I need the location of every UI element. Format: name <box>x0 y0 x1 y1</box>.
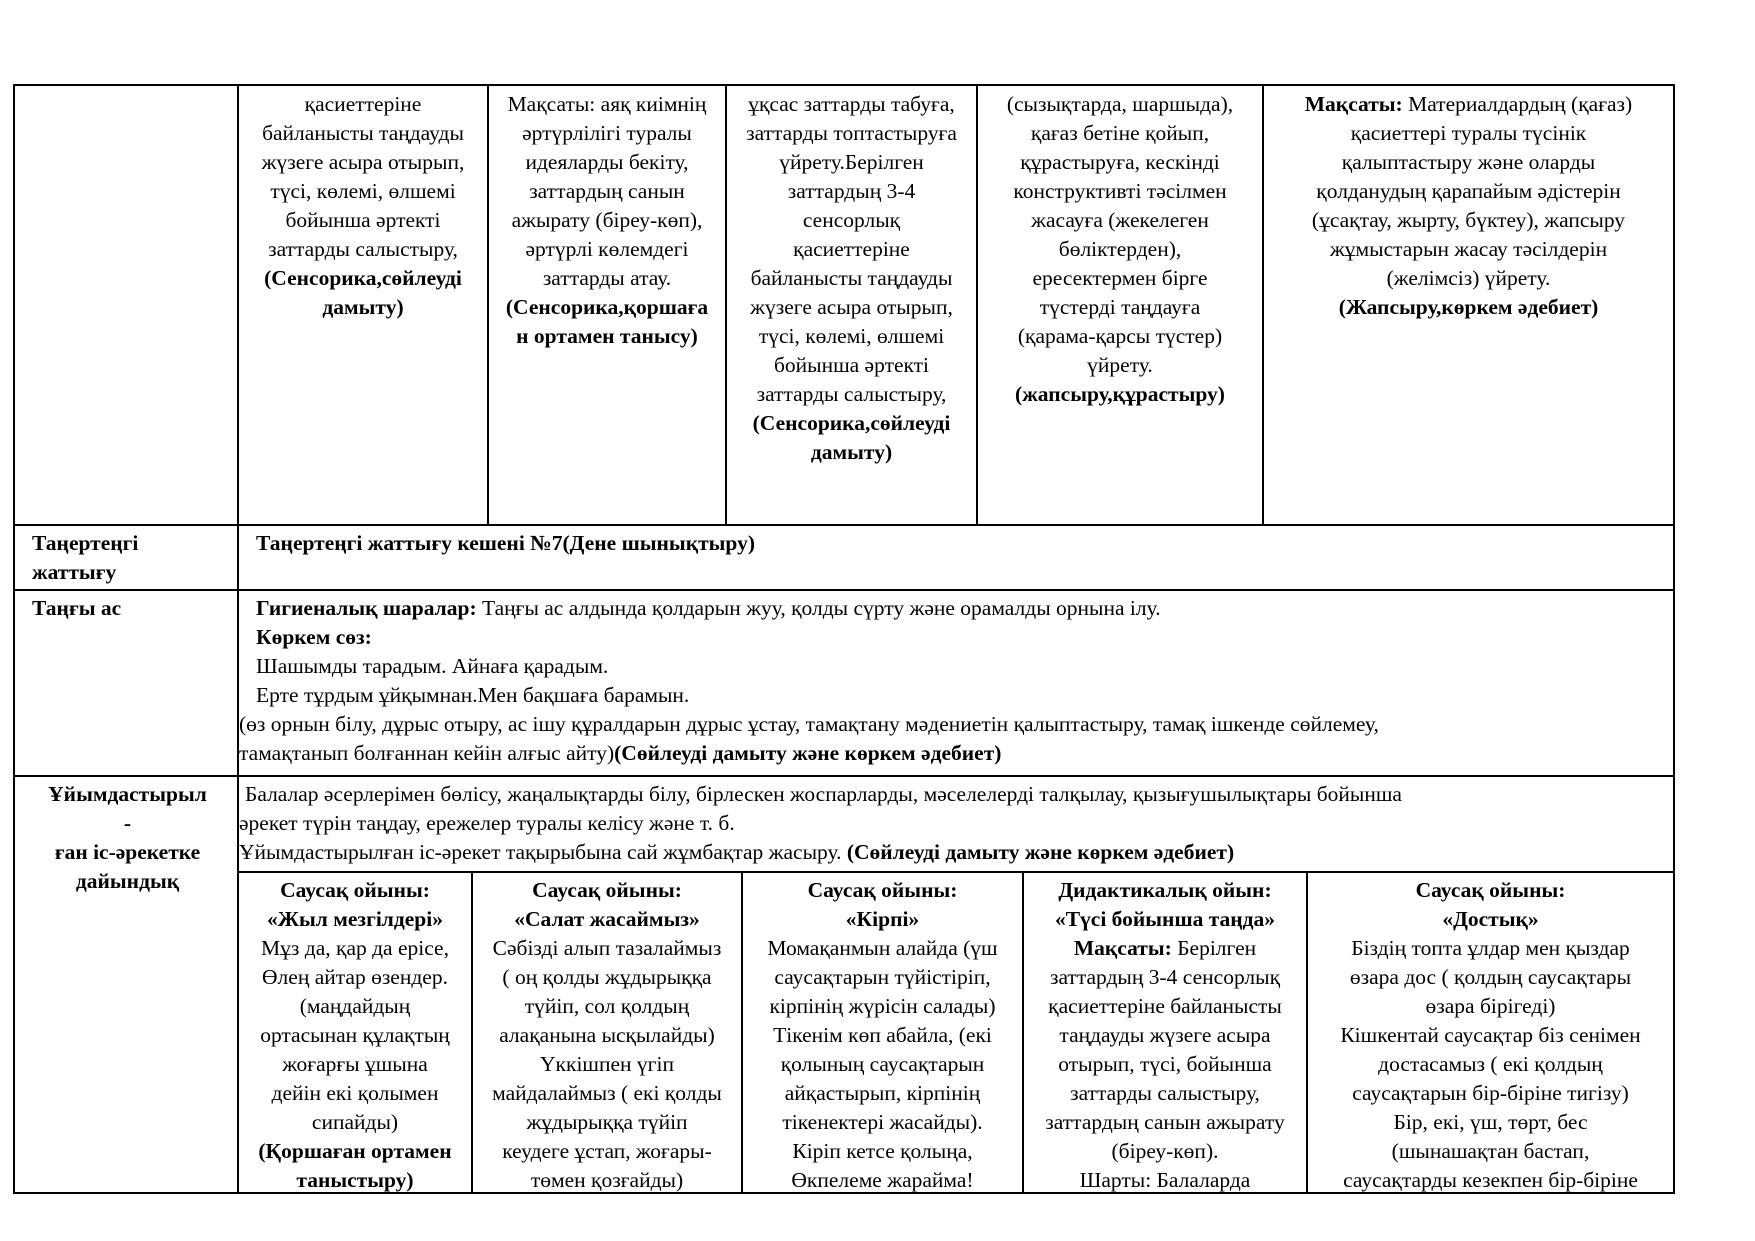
morning-exercise-label-line: жаттығу <box>32 560 117 584</box>
objective-text-line: үйрету. <box>1087 353 1153 377</box>
preparation-label-line: Ұйымдастырыл <box>48 782 207 806</box>
game-text-line: төмен қозғайды) <box>530 1168 684 1192</box>
objective-area-line: (Сенсорика,қоршаға <box>505 295 709 319</box>
game-text-line: дейін екі қолымен <box>271 1081 439 1105</box>
preparation-label-line: ған іс-әрекетке <box>54 840 201 864</box>
breakfast-note: (өз орнын білу, дұрыс отыру, ас ішу құралдарын дұрыс ұстау, тамақтану мәдениетін қалыптастыру, тамақ ішкенде сөйлемеу, <box>239 712 1379 736</box>
objective-text-line: идеяларды бекіту, <box>525 150 689 174</box>
objective-text-line: үйрету.Берілген <box>779 150 924 174</box>
objective-text-line: байланысты таңдауды <box>750 266 953 290</box>
game-cell-5 <box>1308 876 1673 1195</box>
game-text-line: Тікенім көп абайла, (екі <box>773 1023 992 1047</box>
row-divider-breakfast <box>13 589 1675 591</box>
objective-text-line: жұмыстарын жасау тәсілдерін <box>1329 237 1608 261</box>
morning-exercise-label <box>32 529 232 587</box>
objective-area-line: н ортамен танысу) <box>516 324 698 348</box>
game-text-line: (шынашақтан бастап, <box>1391 1139 1590 1163</box>
game-text-line: Берілген <box>1171 936 1257 960</box>
objective-text-line: қалыптастыру және оларды <box>1341 150 1596 174</box>
objective-text-line: бөліктерден), <box>1058 237 1182 261</box>
game-cell-1 <box>239 876 471 1195</box>
game-text-line: саусақтарды кезекпен бір-біріне <box>1343 1168 1638 1192</box>
game-text-line: Біздің топта ұлдар мен қыздар <box>1351 936 1630 960</box>
game-text-line: ортасынан құлақтың <box>260 1023 450 1047</box>
objective-area-line: (Сенсорика,сөйлеуді <box>264 266 462 290</box>
poem-line: Шашымды тарадым. Айнаға қарадым. <box>256 654 609 678</box>
game-title: «Салат жасаймыз» <box>514 907 700 931</box>
poem-label: Көркем сөз: <box>256 625 372 649</box>
objective-text-line: ұқсас заттарды табуға, <box>748 92 955 116</box>
game-text-line: Сәбізді алып тазалаймыз <box>492 936 722 960</box>
breakfast-label: Таңғы ас <box>32 596 122 620</box>
objective-5-label: Мақсаты: <box>1304 92 1403 116</box>
game-text-line: таңдауды жүзеге асыра <box>1059 1023 1271 1047</box>
game-text-line: заттардың 3-4 сенсорлық <box>1049 965 1281 989</box>
game-text-line: Үккішпен үгіп <box>540 1052 674 1076</box>
game-text-line: заттарды салыстыру, <box>1070 1081 1260 1105</box>
objective-text-line: заттарды салыстыру, <box>756 382 947 406</box>
objective-area-line: (Жапсыру,көркем әдебиет) <box>1338 295 1599 319</box>
objective-5-first-line: Материалдардың (қағаз) <box>1402 92 1633 116</box>
game-text-line: жоғарғы ұшына <box>282 1052 428 1076</box>
game-text-line: Шарты: Балаларда <box>1079 1168 1251 1192</box>
game-text-line: Мұз да, қар да ерісе, <box>261 936 449 960</box>
objective-text-line: (қарама-қарсы түстер) <box>1017 324 1223 348</box>
game-text-line: айқастырып, кірпінің <box>784 1081 981 1105</box>
objective-cell-2 <box>489 90 725 351</box>
objective-text-line: түсі, көлемі, өлшемі <box>758 324 945 348</box>
objective-area-line: дамыту) <box>810 440 893 464</box>
game-text-line: өзара дос ( қолдың саусақтары <box>1349 965 1632 989</box>
morning-exercise-label-line: Таңертеңгі <box>32 531 139 555</box>
preparation-intro-line: Ұйымдастырылған іс-әрекет тақырыбына сай жұмбақтар жасыру. <box>239 840 847 864</box>
objective-text-line: бойынша әртекті <box>773 353 930 377</box>
objective-text-line: (ұсақтау, жырту, бүктеу), жапсыру <box>1311 208 1626 232</box>
game-text-line: майдалаймыз ( екі қолды <box>492 1081 722 1105</box>
game-title: Дидактикалық ойын: <box>1058 878 1272 902</box>
game-goal-label: Мақсаты: <box>1073 936 1172 960</box>
objective-text-line: әртүрлі көлемдегі <box>525 237 689 261</box>
objective-text-line: заттарды топтастыруға <box>746 121 957 145</box>
objective-text-line: конструктивті тәсілмен <box>1013 179 1227 203</box>
game-cell-3 <box>743 876 1022 1195</box>
objective-text-line: түстерді таңдауға <box>1039 295 1201 319</box>
row-divider-preparation <box>13 775 1675 777</box>
game-title: Саусақ ойыны: <box>807 878 958 902</box>
game-text-line: қолының саусақтарын <box>780 1052 985 1076</box>
objective-text-line: жасауға (жекелеген <box>1031 208 1209 232</box>
game-text-line: Өкпелеме жарайма! <box>791 1168 974 1192</box>
objective-cell-3 <box>727 90 976 467</box>
hygiene-label: Гигиеналық шаралар: <box>256 596 477 620</box>
game-title: «Түсі бойынша таңда» <box>1054 907 1276 931</box>
preparation-label-line: - <box>123 811 132 835</box>
game-area-line: таныстыру) <box>296 1168 414 1192</box>
game-text-line: достасамыз ( екі қолдың <box>1378 1052 1603 1076</box>
preparation-intro-area: (Сөйлеуді дамыту және көркем әдебиет) <box>846 840 1235 864</box>
objective-text-line: жүзеге асыра отырып, <box>750 295 953 319</box>
game-text-line: тікенектері жасайды). <box>782 1110 983 1134</box>
objective-text-line: қасиеттеріне <box>304 92 422 116</box>
objective-text-line: Мақсаты: аяқ киімнің <box>507 92 707 116</box>
game-text-line: жұдырыққа түйіп <box>526 1110 688 1134</box>
game-title: «Достық» <box>1442 907 1539 931</box>
game-text-line: қасиеттеріне байланысты <box>1048 994 1282 1018</box>
objective-text-line: түсі, көлемі, өлшемі <box>270 179 456 203</box>
objective-text-line: (желімсіз) үйрету. <box>1386 266 1551 290</box>
game-text-line: Өлең айтар өзендер. <box>262 965 448 989</box>
table-border-right <box>1673 84 1675 1194</box>
game-text-line: кірпінің жүрісін салады) <box>769 994 996 1018</box>
objective-text-line: қолданудың қарапайым әдістерін <box>1316 179 1621 203</box>
game-text-line: (маңдайдың <box>299 994 411 1018</box>
game-title: «Жыл мезгілдері» <box>267 907 443 931</box>
game-text-line: Бір, екі, үш, төрт, бес <box>1393 1110 1588 1134</box>
preparation-label-line: дайындық <box>75 869 180 893</box>
games-divider <box>237 871 1675 873</box>
breakfast-content <box>239 594 1671 768</box>
game-text-line: кеудеге ұстап, жоғары- <box>502 1139 712 1163</box>
game-text-line: түйіп, сол қолдың <box>524 994 690 1018</box>
objective-text-line: қасиеттеріне <box>793 237 910 261</box>
objective-text-line: құрастыруға, кескінді <box>1020 150 1220 174</box>
game-title: Саусақ ойыны: <box>1415 878 1566 902</box>
objective-text-line: жүзеге асыра отырып, <box>261 150 465 174</box>
game-text-line: (біреу-көп). <box>1111 1139 1219 1163</box>
table-border-left <box>13 84 15 1194</box>
objective-area-line: (Сенсорика,сөйлеуді <box>752 411 951 435</box>
game-title: «Кірпі» <box>845 907 920 931</box>
preparation-label <box>20 780 235 896</box>
objective-text-line: (сызықтарда, шаршыда), <box>1006 92 1234 116</box>
breakfast-note: тамақтанып болғаннан кейін алғыс айту) <box>239 741 615 765</box>
poem-line: Ерте тұрдым ұйқымнан.Мен бақшаға барамын. <box>256 683 690 707</box>
game-text-line: саусақтарын бір-біріне тигізу) <box>1352 1081 1629 1105</box>
objective-text-line: сенсорлық <box>802 208 901 232</box>
game-text-line: өзара бірігеді) <box>1425 994 1556 1018</box>
objective-area-line: дамыту) <box>322 295 404 319</box>
preparation-intro <box>239 780 1659 867</box>
game-text-line: ( оң қолды жұдырыққа <box>502 965 712 989</box>
game-text-line: саусақтарын түйістіріп, <box>774 965 991 989</box>
objective-text-line: заттардың санын <box>529 179 685 203</box>
objective-text-line: заттарды салыстыру, <box>268 237 458 261</box>
row-divider-morning <box>13 524 1675 526</box>
objective-area-line: (жапсыру,құрастыру) <box>1015 382 1225 406</box>
objective-cell-5 <box>1264 90 1673 322</box>
objective-text-line: байланысты таңдауды <box>262 121 464 145</box>
game-text-line: отырып, түсі, бойынша <box>1058 1052 1272 1076</box>
hygiene-text: Таңғы ас алдында қолдарын жуу, қолды сүрту және орамалды орнына ілу. <box>476 596 1161 620</box>
objective-cell-4 <box>978 90 1262 409</box>
game-title: Саусақ ойыны: <box>280 878 430 902</box>
table-border-top <box>13 84 1675 86</box>
game-title: Саусақ ойыны: <box>532 878 682 902</box>
objective-text-line: қағаз бетіне қойып, <box>1030 121 1210 145</box>
game-text-line: Момақанмын алайда (үш <box>767 936 998 960</box>
objective-cell-1 <box>239 90 487 322</box>
preparation-intro-line: әрекет түрін таңдау, ережелер туралы келісу және т. б. <box>239 811 735 835</box>
objective-text-line: ажырату (біреу-көп), <box>511 208 703 232</box>
objective-text-line: заттардың 3-4 <box>787 179 916 203</box>
objective-text-line: заттарды атау. <box>542 266 672 290</box>
game-text-line: сипайды) <box>311 1110 399 1134</box>
game-cell-4 <box>1024 876 1306 1195</box>
objective-text-line: бойынша әртекті <box>285 208 441 232</box>
objective-text-line: ересектермен бірге <box>1032 266 1208 290</box>
game-text-line: Кіріп кетсе қолыңа, <box>792 1139 973 1163</box>
game-text-line: заттардың санын ажырату <box>1045 1110 1285 1134</box>
game-area-line: (Қоршаған ортамен <box>258 1139 452 1163</box>
morning-exercise-content: Таңертеңгі жаттығу кешені №7(Дене шынықтыру) <box>256 531 756 555</box>
game-text-line: Кішкентай саусақтар біз сенімен <box>1340 1023 1641 1047</box>
objective-text-line: әртүрлілігі туралы <box>522 121 692 145</box>
breakfast-note-area: (Сөйлеуді дамыту және көркем әдебиет) <box>614 741 1002 765</box>
objective-text-line: қасиеттері туралы түсінік <box>1350 121 1587 145</box>
game-cell-2 <box>473 876 741 1195</box>
game-text-line: алақанына ысқылайды) <box>499 1023 715 1047</box>
preparation-intro-line: Балалар әсерлерімен бөлісу, жаңалықтарды білу, бірлескен жоспарларды, мәселелерді талқылау, қызығушылықтары бойынша <box>245 782 1402 806</box>
